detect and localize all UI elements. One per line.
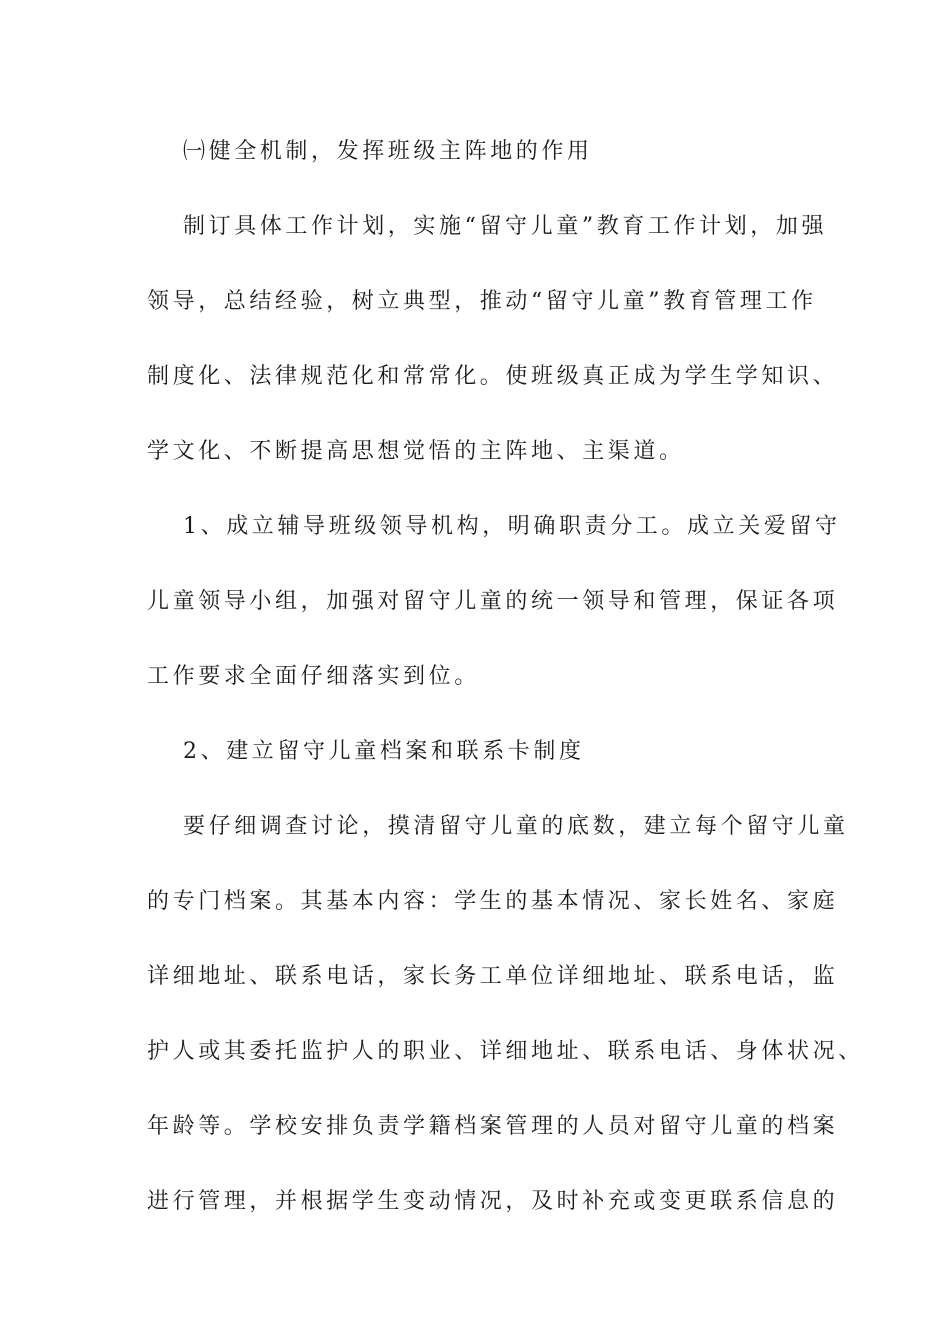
subheading: 2、建立留守儿童档案和联系卡制度 <box>183 739 585 764</box>
section-heading: ㈠健全机制，发挥班级主阵地的作用 <box>183 139 593 164</box>
paragraph-line: 1、成立辅导班级领导机构，明确职责分工。成立关爱留守 <box>183 514 841 539</box>
paragraph-line: 制度化、法律规范化和常常化。使班级真正成为学生学知识、 <box>147 364 839 389</box>
paragraph-line: 学文化、不断提高思想觉悟的主阵地、主渠道。 <box>147 439 685 464</box>
paragraph-line: 儿童领导小组，加强对留守儿童的统一领导和管理，保证各项 <box>147 589 839 614</box>
paragraph-line: 进行管理，并根据学生变动情况，及时补充或变更联系信息的 <box>147 1189 839 1214</box>
paragraph-line: 要仔细调查讨论，摸清留守儿童的底数，建立每个留守儿童 <box>183 814 849 839</box>
paragraph-line: 详细地址、联系电话，家长务工单位详细地址、联系电话，监 <box>147 964 839 989</box>
paragraph-line: 工作要求全面仔细落实到位。 <box>147 664 480 689</box>
paragraph-line: 领导，总结经验，树立典型，推动“留守儿童”教育管理工作 <box>147 289 817 314</box>
paragraph-line: 制订具体工作计划，实施“留守儿童”教育工作计划，加强 <box>183 214 828 239</box>
paragraph-line: 年龄等。学校安排负责学籍档案管理的人员对留守儿童的档案 <box>147 1114 839 1139</box>
paragraph-line: 护人或其委托监护人的职业、详细地址、联系电话、身体状况、 <box>147 1039 864 1064</box>
paragraph-line: 的专门档案。其基本内容：学生的基本情况、家长姓名、家庭 <box>147 889 839 914</box>
